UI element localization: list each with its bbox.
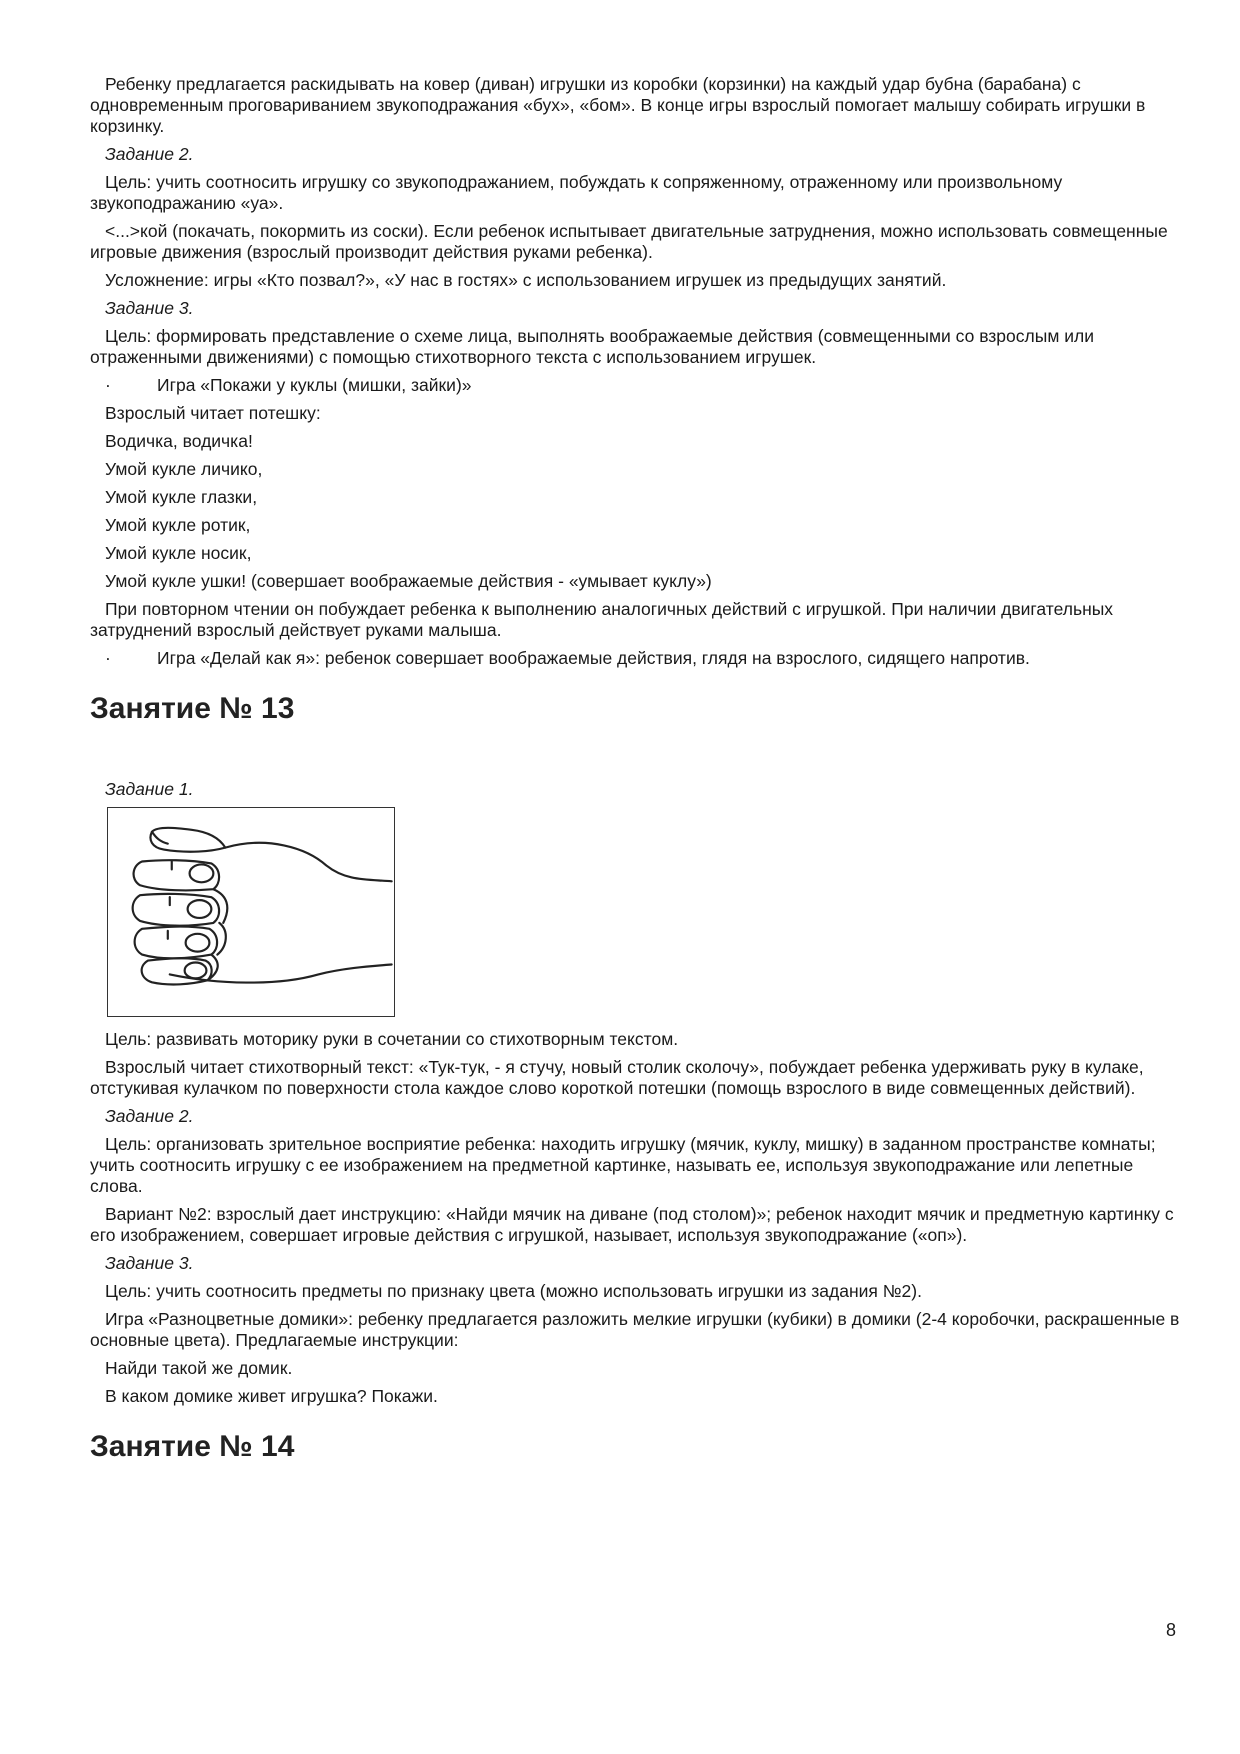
paragraph: Умой кукле носик, — [105, 543, 252, 563]
text-section-bottom — [90, 1029, 1180, 1407]
paragraph: Игра «Разноцветные домики»: ребенку предлагается разложить мелкие игрушки (кубики) в домики (2-4 коробочки, раскрашенные в основные цвета). Предлагаемые инструкции: — [90, 1309, 1180, 1350]
paragraph: Цель: формировать представление о схеме лица, выполнять воображаемые действия (совмещенными со взрослым или отраженными движениями) с помощью стихотворного текста с использованием игрушек. — [90, 326, 1094, 367]
bullet-text: Игра «Делай как я»: ребенок совершает воображаемые действия, глядя на взрослого, сидящего напротив. — [157, 648, 1030, 668]
task-label: Задание 3. — [105, 1253, 194, 1273]
paragraph: Найди такой же домик. — [105, 1358, 293, 1378]
finger-2 — [133, 894, 219, 926]
paragraph: Вариант №2: взрослый дает инструкцию: «Найди мячик на диване (под столом)»; ребенок находит мячик и предметную картинку с его изображением, совершает игровые действия с игрушкой, называет, используя звукоподражание («оп»). — [90, 1204, 1174, 1245]
page-content — [90, 74, 1180, 1465]
task-label: Задание 2. — [105, 1106, 194, 1126]
paragraph: Цель: развивать моторику руки в сочетании со стихотворным текстом. — [105, 1029, 679, 1049]
bullet-item — [90, 648, 1180, 669]
task-1-label: Задание 1. — [105, 779, 194, 799]
paragraph: Умой кукле глазки, — [105, 487, 258, 507]
heading-lesson-14: Занятие № 14 — [90, 1430, 295, 1463]
paragraph: Ребенку предлагается раскидывать на ковер (диван) игрушки из коробки (корзинки) на каждый удар бубна (барабана) с одновременным проговариванием звукоподражания «бух», «бом». В конце игры взрослый помогает малышу собирать игрушки в корзинку. — [90, 74, 1146, 136]
bullet-dot: · — [105, 648, 111, 668]
wrist-line-top — [225, 843, 391, 881]
paragraph: Цель: учить соотносить предметы по признаку цвета (можно использовать игрушки из задания №2). — [105, 1281, 922, 1301]
paragraph: В каком домике живет игрушка? Покажи. — [105, 1386, 438, 1406]
finger-3 — [135, 927, 217, 959]
paragraph: Водичка, водичка! — [105, 431, 253, 451]
paragraph: Взрослый читает стихотворный текст: «Тук-тук, - я стучу, новый столик сколочу», побуждает ребенка удерживать руку в кулаке, отстукивая кулачком по поверхности стола каждое слово короткой потешки (помощь взрослого в виде совмещенных действий). — [90, 1057, 1144, 1098]
paragraph: <...>кой (покачать, покормить из соски). Если ребенок испытывает двигательные затруднения, можно использовать совмещенные игровые движения (взрослый производит действия руками ребенка). — [90, 221, 1168, 262]
bullet-text: Игра «Покажи у куклы (мишки, зайки)» — [157, 375, 472, 395]
paragraph: При повторном чтении он побуждает ребенка к выполнению аналогичных действий с игрушкой. При наличии двигательных затруднений взрослый действует руками малыша. — [90, 599, 1114, 640]
heading-lesson-13: Занятие № 13 — [90, 692, 295, 725]
fist-drawing — [108, 808, 394, 1016]
paragraph: Взрослый читает потешку: — [105, 403, 321, 423]
thumb — [150, 828, 225, 852]
paragraph: Умой кукле ротик, — [105, 515, 251, 535]
bullet-dot: · — [105, 375, 111, 395]
text-section-top — [90, 74, 1180, 669]
bullet-item — [90, 375, 1180, 396]
paragraph: Усложнение: игры «Кто позвал?», «У нас в гостях» с использованием игрушек из предыдущих занятий. — [105, 270, 947, 290]
task-label: Задание 3. — [105, 298, 194, 318]
paragraph: Цель: учить соотносить игрушку со звукоподражанием, побуждать к сопряженному, отраженному или произвольному звукоподражанию «уа». — [90, 172, 1063, 213]
page-number: 8 — [1165, 1620, 1176, 1640]
fist-illustration — [107, 807, 395, 1017]
paragraph: Цель: организовать зрительное восприятие ребенка: находить игрушку (мячик, куклу, мишку) в заданном пространстве комнаты; учить соотносить игрушку с ее изображением на предметной картинке, называть ее, используя звукоподражание или лепетные слова. — [90, 1134, 1156, 1196]
paragraph: Умой кукле личико, — [105, 459, 263, 479]
wrist-line-bottom — [170, 964, 392, 982]
paragraph: Умой кукле ушки! (совершает воображаемые действия - «умывает куклу») — [105, 571, 712, 591]
task-label: Задание 2. — [105, 144, 194, 164]
